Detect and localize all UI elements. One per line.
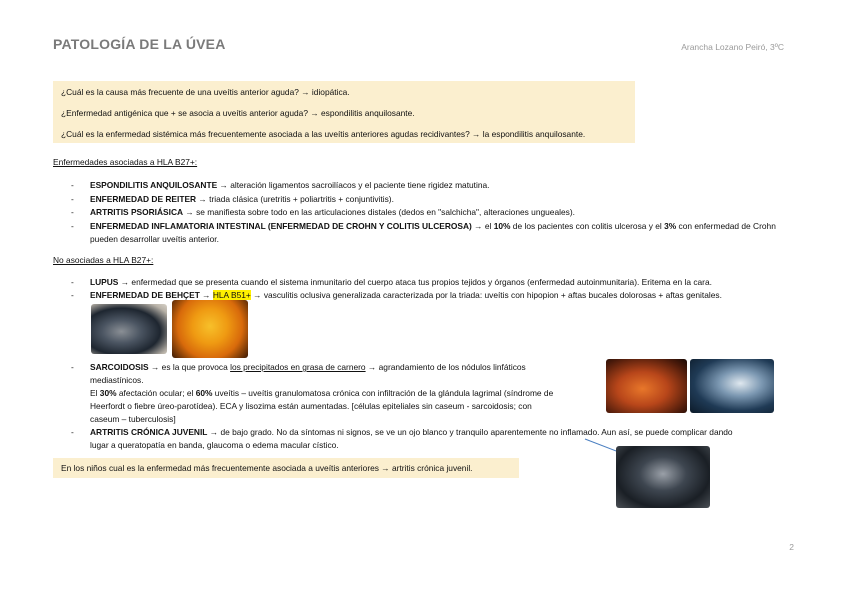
question-2: ¿Enfermedad antigénica que + se asocia a uveítis anterior aguda? → espondilitis anquilosante. <box>61 108 415 118</box>
note-text: En los niños cual es la enfermedad más frecuentemente asociada a uveítis anteriores → artritis crónica juvenil. <box>61 463 473 473</box>
page-number: 2 <box>789 542 794 552</box>
note-box <box>53 458 519 478</box>
questions-box <box>53 81 635 143</box>
section-heading-hla-positive: Enfermedades asociadas a HLA B27+: <box>53 157 198 167</box>
eye-photo-keratic-precipitates <box>690 359 774 413</box>
eye-photo-band-keratopathy <box>616 446 710 508</box>
question-1: ¿Cuál es la causa más frecuente de una uveítis anterior aguda? → idiopática. <box>61 87 350 97</box>
eye-photo-hypopion <box>91 304 167 354</box>
question-3: ¿Cuál es la enfermedad sistémica más frecuentemente asociada a las uveítis anteriores agudas recidivantes? → la espondilitis anquilosante. <box>61 129 586 139</box>
fundus-photo-behcet <box>172 300 248 358</box>
hla-b51-highlight: HLA B51+ <box>212 290 251 300</box>
page-title: PATOLOGÍA DE LA ÚVEA <box>53 36 226 52</box>
section-heading-hla-negative: No asociadas a HLA B27+: <box>53 255 154 265</box>
eye-photo-mutton-fat <box>606 359 687 413</box>
author-name: Arancha Lozano Peiró, 3ºC <box>681 42 784 52</box>
